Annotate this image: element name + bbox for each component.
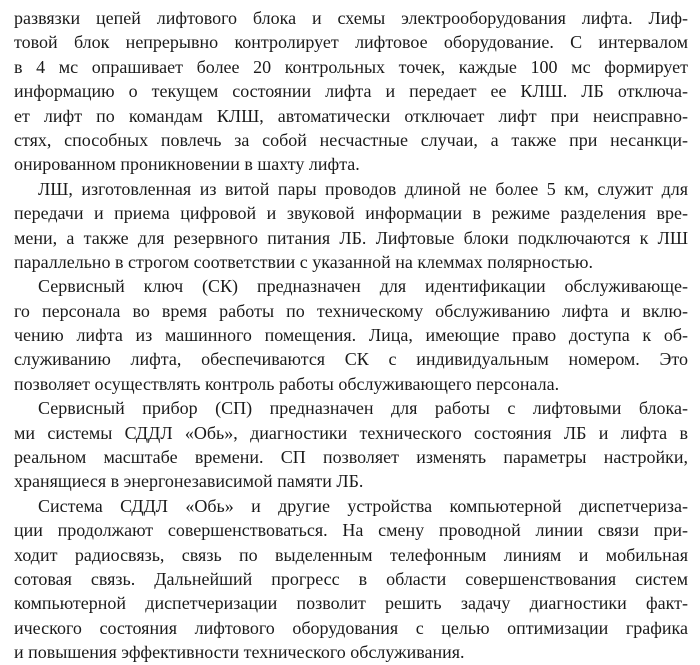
- paragraph-system-evolution: [14, 494, 688, 665]
- text-line: онированном проникновении в шахту лифта.: [14, 154, 360, 175]
- text-line: ЛШ, изготовленная из витой пары проводов длиной не более 5 км, служит для: [38, 178, 688, 199]
- paragraph-line-bus: [14, 177, 688, 275]
- text-line: Система СДДЛ «Обь» и другие устройства компьютерной диспетчериза-: [38, 495, 688, 516]
- text-line: ического состояния лифтового оборудования с целью оптимизации графика: [14, 617, 688, 638]
- text-line: го персонала во время работы по техническому обслуживанию лифта и вклю-: [14, 300, 688, 321]
- text-line: мени, а также для резервного питания ЛБ. Лифтовые блоки подключаются к ЛШ: [14, 227, 688, 248]
- text-line: развязки цепей лифтового блока и схемы электрооборудования лифта. Лиф-: [14, 8, 688, 28]
- text-line: сотовая связь. Дальнейший прогресс в области совершенствования систем: [14, 568, 688, 589]
- text-line: позволяет осуществлять контроль работы обслуживающего персонала.: [14, 373, 560, 394]
- paragraph-service-device: [14, 396, 688, 494]
- text-line: чению лифта из машинного помещения. Лица, имеющие право доступа к об-: [14, 325, 688, 346]
- text-line: служиванию лифта, обеспечиваются СК с индивидуальным номером. Это: [14, 349, 688, 370]
- text-line: в 4 мс опрашивает более 20 контрольных точек, каждые 100 мс формирует: [14, 56, 688, 77]
- text-line: ми системы СДДЛ «Обь», диагностики технического состояния ЛБ и лифта в: [14, 422, 688, 443]
- text-line: ции продолжают совершенствоваться. На смену проводной линии связи при-: [14, 520, 688, 541]
- text-line: параллельно в строгом соответствии с указанной на клеммах полярностью.: [14, 251, 593, 272]
- text-line: ходит радиосвязь, связь по выделенным телефонным линиям и мобильная: [14, 544, 688, 565]
- text-line: компьютерной диспетчеризации позволит решить задачу диагностики факт-: [14, 593, 688, 614]
- paragraph-lift-block: [14, 6, 688, 177]
- text-line: хранящиеся в энергонезависимой памяти ЛБ.: [14, 471, 364, 492]
- text-line: стях, способных повлечь за собой несчастные случаи, а также при несанкци-: [14, 129, 688, 150]
- text-line: передачи и приема цифровой и звуковой информации в режиме разделения вре-: [14, 203, 688, 224]
- text-line: реальном масштабе времени. СП позволяет изменять параметры настройки,: [14, 447, 688, 468]
- text-line: ет лифт по командам КЛШ, автоматически отключает лифт при неисправно-: [14, 105, 688, 126]
- text-line: Сервисный прибор (СП) предназначен для работы с лифтовыми блока-: [38, 398, 688, 419]
- text-line: информацию о текущем состоянии лифта и передает ее КЛШ. ЛБ отключа-: [14, 81, 688, 102]
- paragraph-service-key: [14, 274, 688, 396]
- text-line: товой блок непрерывно контролирует лифтовое оборудование. С интервалом: [14, 32, 688, 53]
- text-line: Сервисный ключ (СК) предназначен для идентификации обслуживающе-: [38, 276, 688, 297]
- text-line: и повышения эффективности технического обслуживания.: [14, 642, 465, 663]
